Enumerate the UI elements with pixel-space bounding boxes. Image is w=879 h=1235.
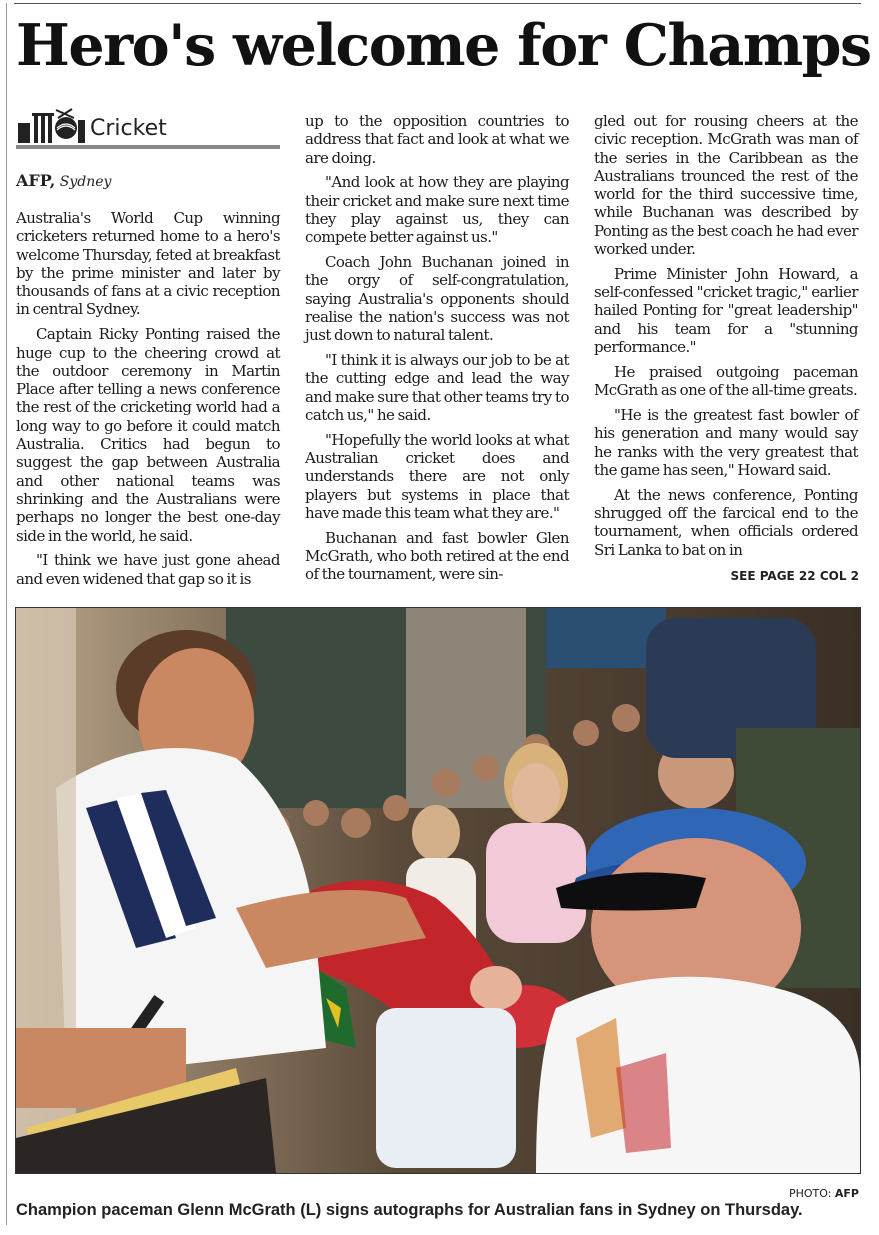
paragraph: "I think we have just gone ahead and even widened that gap so it is bbox=[16, 551, 280, 588]
section-underline bbox=[16, 145, 280, 149]
top-rule bbox=[14, 3, 861, 4]
paragraph: "Hopefully the world looks at what Australian cricket does and understands there are not only players but systems in place that have made this team what they are." bbox=[305, 430, 569, 522]
paragraph: gled out for rousing cheers at the civic reception. McGrath was man of the series in the Caribbean as the Australians trounced the rest of the world for the third successive time, while Buchanan was described by Ponting as the best coach he had ever worked under. bbox=[594, 112, 858, 259]
paragraph: "I think it is always our job to be at the cutting edge and lead the way and make sure that other teams try to catch us," he said. bbox=[305, 351, 569, 424]
news-photo bbox=[15, 607, 861, 1174]
continuation-note: SEE PAGE 22 COL 2 bbox=[730, 569, 859, 583]
paragraph: "He is the greatest fast bowler of his generation and many would say he ranks with the very greatest that the game has seen," Howard said. bbox=[594, 405, 858, 479]
photo-credit-source: AFP bbox=[834, 1187, 859, 1200]
paragraph: up to the opposition countries to address that fact and look at what we are doing. bbox=[305, 112, 569, 167]
paragraph: At the news conference, Ponting shrugged off the farcical end to the tournament, when officials ordered Sri Lanka to bat on in bbox=[594, 485, 858, 559]
paragraph: Buchanan and fast bowler Glen McGrath, who both retired at the end of the tournament, were sin- bbox=[305, 528, 569, 584]
paragraph: Australia's World Cup winning cricketers returned home to a hero's welcome Thursday, feted at breakfast by the prime minister and later by thousands of fans at a civic reception in central Sydney. bbox=[16, 209, 280, 319]
headline: Hero's welcome for Champs bbox=[16, 12, 871, 79]
photo-credit-label: PHOTO: bbox=[788, 1187, 832, 1200]
paragraph: He praised outgoing paceman McGrath as one of the all-time greats. bbox=[594, 362, 858, 400]
paragraph: Coach John Buchanan joined in the orgy of self-congratulation, saying Australia's opponents should realise the nation's success was not just down to natural talent. bbox=[305, 253, 569, 345]
left-column-rule bbox=[6, 3, 7, 1225]
photo-credit bbox=[789, 1187, 859, 1200]
photo-caption: Champion paceman Glenn McGrath (L) signs autographs for Australian fans in Sydney on Thursday. bbox=[16, 1201, 803, 1219]
article-column-1 bbox=[16, 209, 280, 594]
section-tag bbox=[16, 106, 280, 150]
cricket-logo-icon bbox=[16, 106, 86, 146]
paragraph: Prime Minister John Howard, a self-confessed "cricket tragic," earlier hailed Ponting for "great leadership" and his team for a "stunning performance." bbox=[594, 264, 858, 357]
article-column-3 bbox=[594, 112, 858, 565]
article-column-2 bbox=[305, 112, 569, 590]
section-label: Cricket bbox=[90, 116, 167, 141]
byline bbox=[16, 171, 111, 190]
byline-agency: AFP, bbox=[16, 171, 56, 190]
byline-city: Sydney bbox=[59, 174, 112, 190]
photo-illustration bbox=[16, 608, 860, 1173]
paragraph: "And look at how they are playing their cricket and make sure next time they play against us, they can compete better against us." bbox=[305, 173, 569, 247]
paragraph: Captain Ricky Ponting raised the huge cup to the cheering crowd at the outdoor ceremony in Martin Place after telling a news conference the rest of the cricketing world had a long way to go before it could match Australia. Critics had begun to suggest the gap between Australia and other national teams was shrinking and the Australians were perhaps no longer the best one-day side in the world, he said. bbox=[16, 325, 280, 545]
